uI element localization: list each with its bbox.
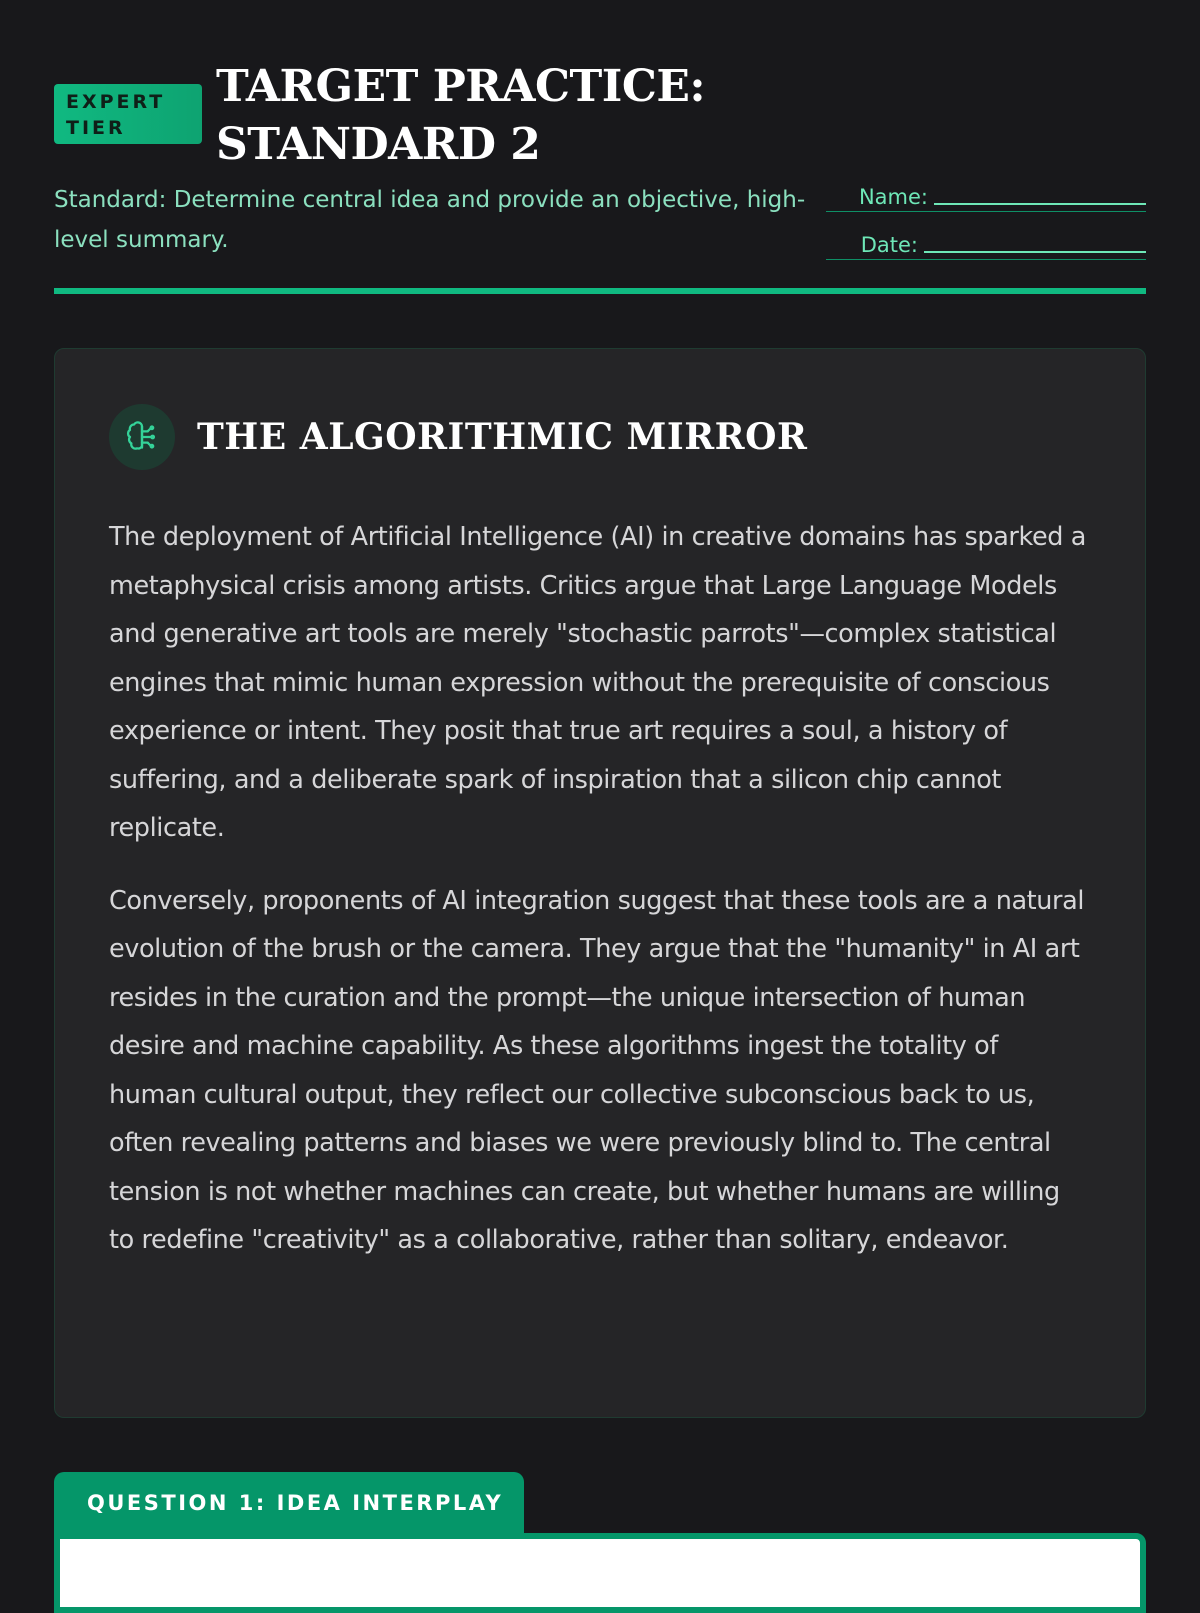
passage-heading [109,403,1091,471]
worksheet-header [54,0,1146,294]
question-answer-box[interactable] [54,1533,1146,1613]
passage-title: THE ALGORITHMIC MIRROR [197,416,808,458]
date-field[interactable] [826,226,1146,260]
standard-description: Standard: Determine central idea and provide an objective, high-level summary. [54,187,806,253]
brain-icon [109,404,175,470]
page-title: TARGET PRACTICE: STANDARD 2 [216,61,706,170]
passage-card [54,348,1146,1418]
name-label: Name: [858,185,928,209]
tier-badge: EXPERT TIER [54,84,202,144]
passage-paragraph: Conversely, proponents of AI integration suggest that these tools are a natural evolution of the brush or the camera. They argue that the "humanity" in AI art resides in the curation and the prompt—the unique intersection of human desire and machine capability. As these algorithms ingest the totality of human cultural output, they reflect our collective subconscious back to us, often revealing patterns and biases we were previously blind to. The central tension is not whether machines can create, but whether humans are willing to redefine "creativity" as a collaborative, rather than solitary, endeavor. [109,885,1085,1255]
date-label: Date: [860,233,918,257]
date-blank-line [924,251,1146,253]
passage-paragraph: The deployment of Artificial Intelligence (AI) in creative domains has sparked a metaphysical crisis among artists. Critics argue that Large Language Models and generative art tools are merely "stochastic parrots"—complex statistical engines that mimic human expression without the prerequisite of conscious experience or intent. They posit that true art requires a soul, a history of suffering, and a deliberate spark of inspiration that a silicon chip cannot replicate. [109,522,1086,843]
name-field[interactable] [826,178,1146,212]
question-tab: QUESTION 1: IDEA INTERPLAY [54,1472,524,1534]
name-blank-line [934,203,1146,205]
